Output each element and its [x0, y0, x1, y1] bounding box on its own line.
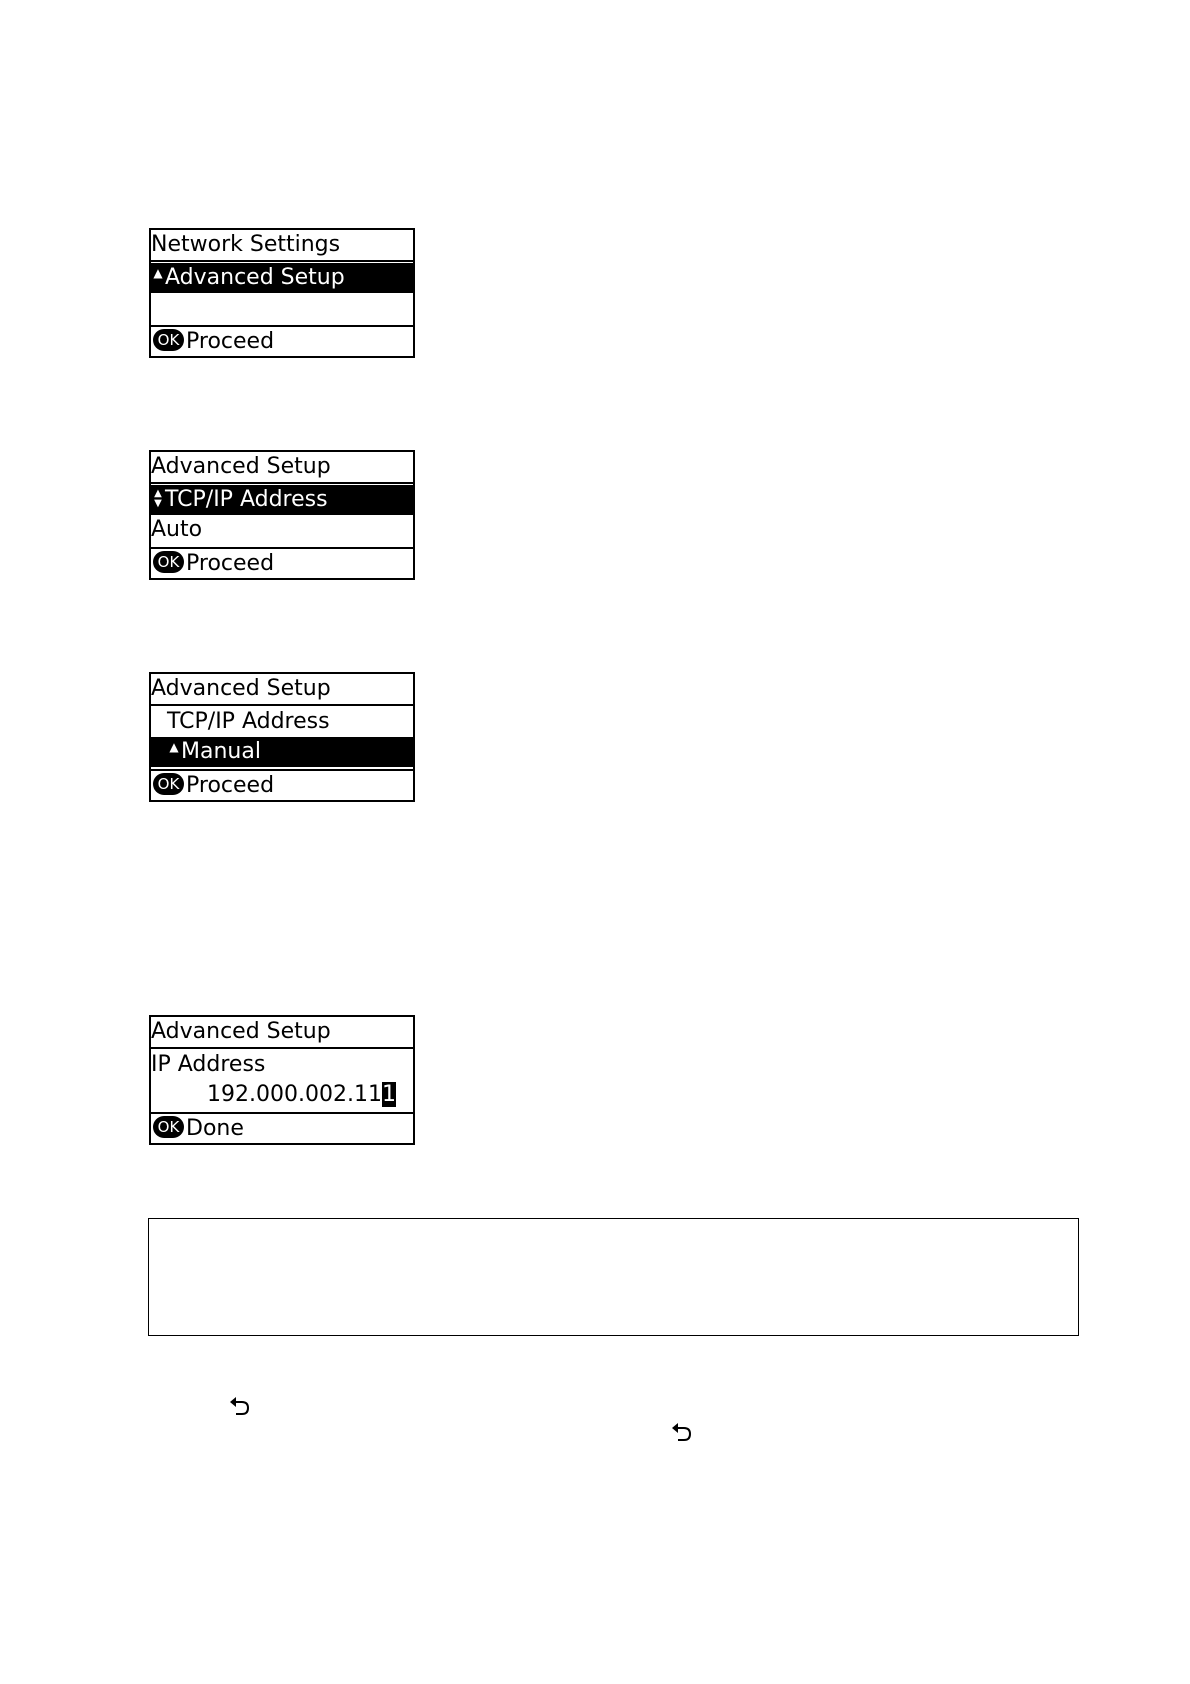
footer-label: Done — [186, 1116, 244, 1141]
up-arrow-icon: ▲ — [153, 266, 163, 280]
menu-item-value: Auto — [151, 517, 203, 542]
footer-label: Proceed — [186, 551, 275, 576]
divider — [151, 1047, 413, 1049]
divider — [151, 704, 413, 706]
screen-title: Advanced Setup — [151, 676, 331, 701]
divider — [151, 260, 413, 262]
lcd-screen-network-settings — [149, 228, 415, 358]
lcd-screen-ip-address — [149, 1015, 415, 1145]
screen-footer — [151, 1114, 413, 1143]
ip-address-value — [207, 1080, 396, 1110]
screen-title: Network Settings — [151, 232, 341, 257]
menu-item-label: Advanced Setup — [165, 265, 345, 290]
up-arrow-icon: ▲ — [169, 740, 179, 754]
ok-button-icon: OK — [153, 329, 184, 351]
lcd-screen-tcpip-auto — [149, 450, 415, 580]
ip-address-field[interactable] — [151, 1080, 413, 1110]
back-icon — [670, 1422, 696, 1446]
ok-button-icon: OK — [153, 551, 184, 573]
ip-address-digits: 192.000.002.11 — [207, 1082, 382, 1107]
screen-footer — [151, 327, 413, 356]
option-label: Manual — [181, 739, 261, 764]
screen-title: Advanced Setup — [151, 454, 331, 479]
menu-item-label: TCP/IP Address — [167, 709, 330, 734]
text-cursor: 1 — [381, 1082, 396, 1107]
menu-item-label: TCP/IP Address — [165, 487, 328, 512]
divider — [151, 482, 413, 484]
back-icon — [228, 1396, 254, 1420]
menu-item-value — [151, 293, 413, 323]
screen-footer — [151, 771, 413, 800]
screen-title: Advanced Setup — [151, 1019, 331, 1044]
lcd-screen-tcpip-manual — [149, 672, 415, 802]
field-label: IP Address — [151, 1052, 266, 1077]
selected-option[interactable] — [151, 737, 413, 767]
footer-label: Proceed — [186, 773, 275, 798]
note-box — [148, 1218, 1079, 1336]
selected-menu-item[interactable] — [151, 263, 413, 293]
footer-label: Proceed — [186, 329, 275, 354]
ok-button-icon: OK — [153, 773, 184, 795]
screen-footer — [151, 549, 413, 578]
up-down-arrow-icon: ▲ ▼ — [154, 488, 162, 509]
selected-menu-item[interactable] — [151, 485, 413, 515]
ok-button-icon: OK — [153, 1116, 184, 1138]
